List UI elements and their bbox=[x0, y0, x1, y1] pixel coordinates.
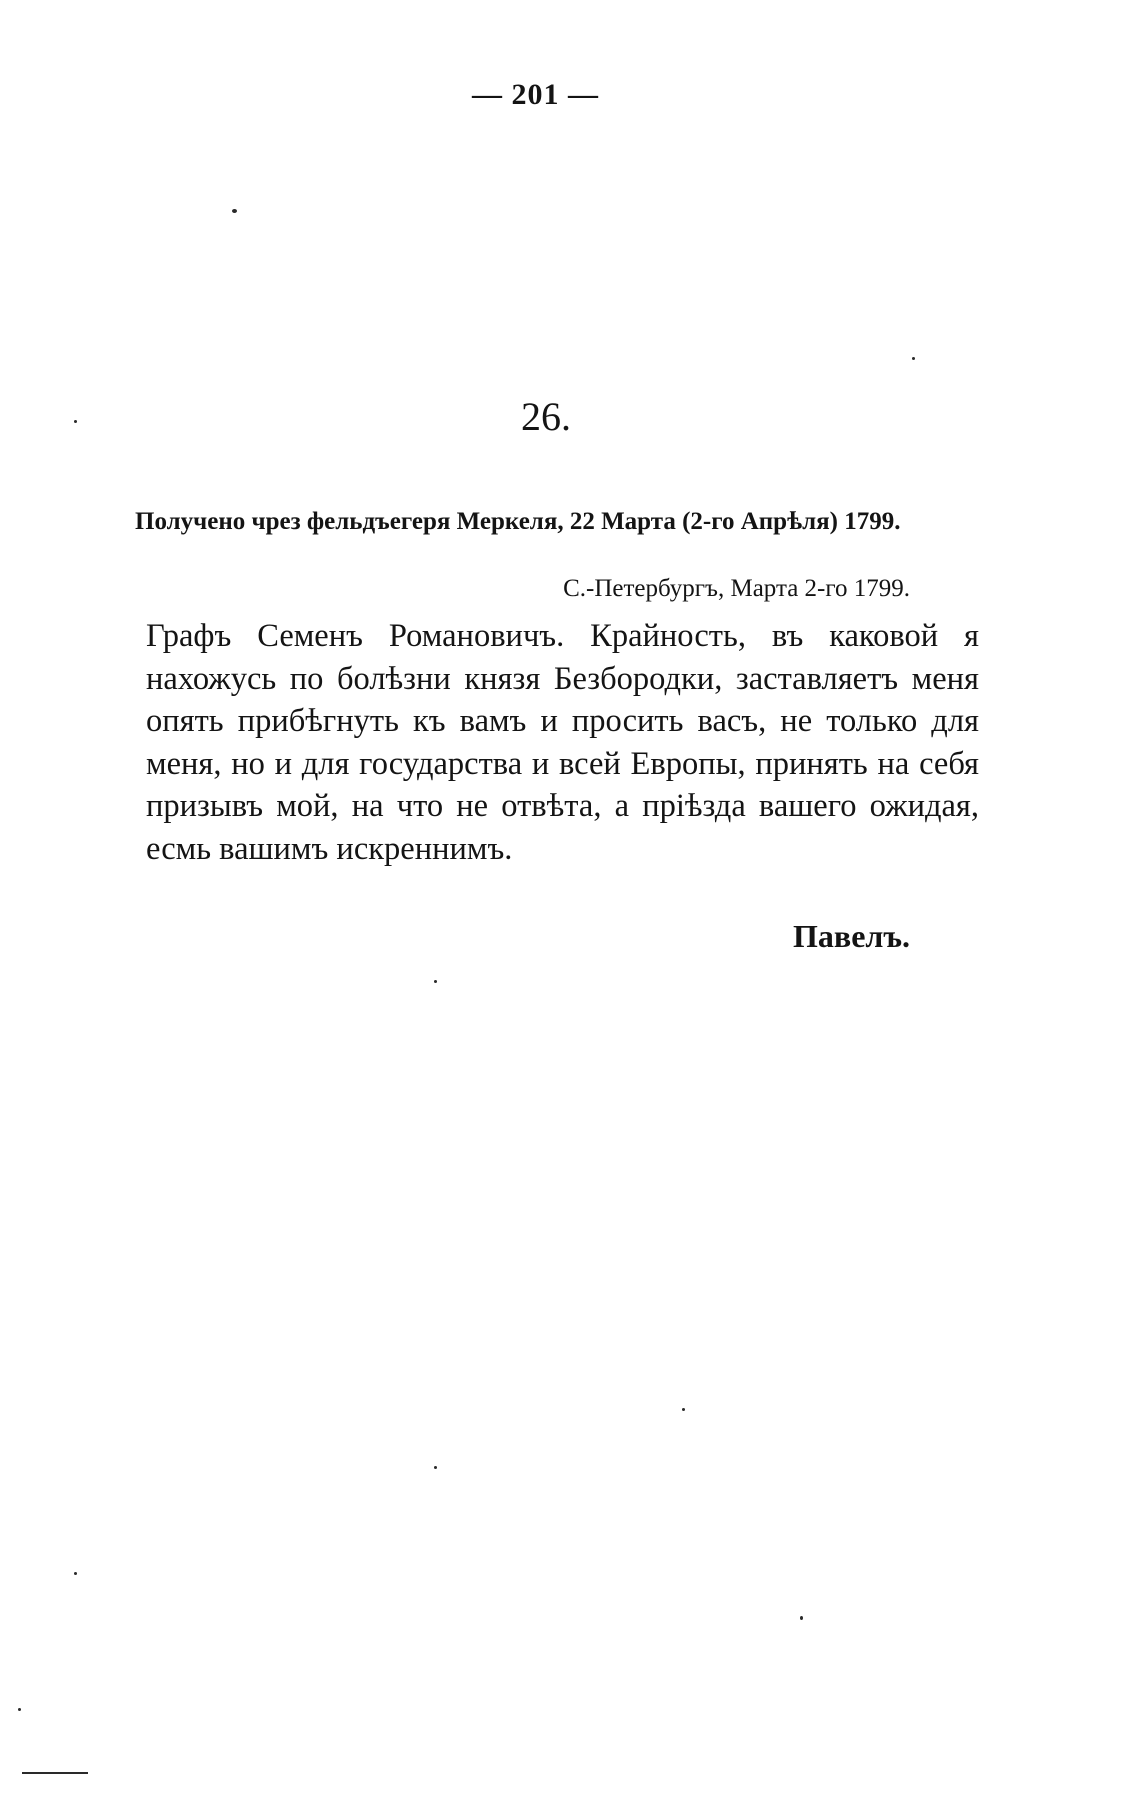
letter-body: Графъ Семенъ Романовичъ. Крайность, въ каковой я нахожусь по болѣзни князя Безбородки, заставляетъ меня опять прибѣгнуть къ вамъ и просить васъ, не только для меня, но и для государства и всей Европы, принять на себя призывъ мой, на что не отвѣта, а прiѣзда вашего ожидая, есмь вашимъ искреннимъ. bbox=[146, 618, 979, 867]
scan-speck bbox=[232, 209, 237, 213]
scan-speck bbox=[18, 1708, 21, 1711]
scan-speck bbox=[74, 1572, 77, 1575]
scan-speck bbox=[434, 980, 437, 983]
received-note: Получено чрез фельдъегеря Меркеля, 22 Марта (2-го Апрѣля) 1799. bbox=[135, 508, 901, 535]
scan-speck bbox=[434, 1466, 437, 1469]
scan-speck bbox=[74, 420, 77, 423]
scan-speck bbox=[800, 1616, 803, 1620]
page-number: — 201 — bbox=[472, 78, 599, 111]
signature: Павелъ. bbox=[793, 918, 910, 954]
letter-number: 26. bbox=[521, 394, 571, 439]
scan-speck bbox=[912, 357, 915, 360]
place-date: С.-Петербургъ, Марта 2-го 1799. bbox=[563, 575, 910, 602]
bottom-rule bbox=[22, 1772, 88, 1774]
scan-speck bbox=[682, 1408, 685, 1411]
